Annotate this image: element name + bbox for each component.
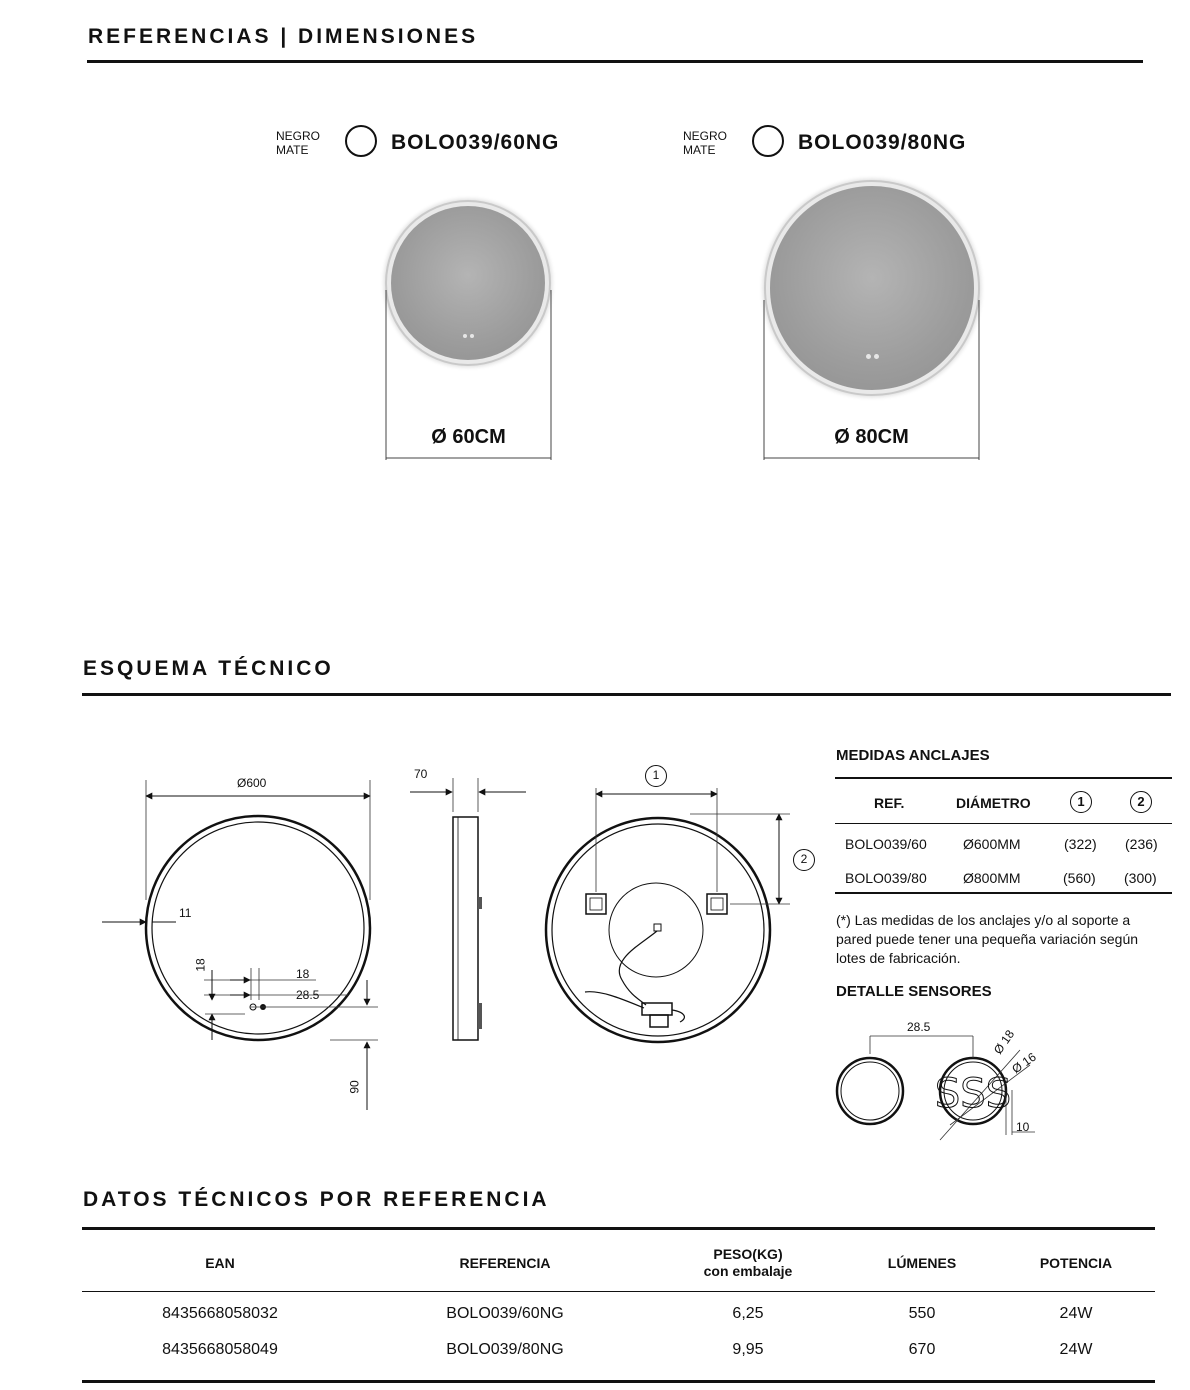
front-margin-label: 11 xyxy=(179,906,192,920)
anchors-cell: (236) xyxy=(1125,836,1158,852)
front-sensor-d1-label: 18 xyxy=(296,967,310,981)
finish-line: NEGRO xyxy=(683,129,728,143)
anchors-cell: Ø600MM xyxy=(963,836,1021,852)
product-code-80: BOLO039/80NG xyxy=(798,131,967,154)
back-view xyxy=(546,788,790,1042)
marker-1-icon: 1 xyxy=(645,765,667,787)
anchors-note: (*) Las medidas de los anclajes y/o al soporte a pared puede tener una pequeña variación según lotes de fabricación. xyxy=(836,912,1139,966)
anchors-cell: Ø800MM xyxy=(963,870,1021,886)
data-header-weight-line2: con embalaje xyxy=(703,1263,793,1279)
side-view xyxy=(410,778,526,1040)
marker-2-icon: 2 xyxy=(793,849,815,871)
anchors-header-marker-1: 1 xyxy=(1070,791,1092,813)
front-view xyxy=(102,780,378,1110)
finish-line: NEGRO xyxy=(276,129,321,143)
sensor-d18-label: Ø 18 xyxy=(990,1027,1018,1057)
section-title-scheme: ESQUEMA TÉCNICO xyxy=(83,657,334,680)
data-cell-ean: 8435668058049 xyxy=(162,1341,278,1358)
data-cell-reference: BOLO039/60NG xyxy=(446,1305,564,1322)
anchors-table-rule xyxy=(835,892,1172,894)
data-cell-lumens: 670 xyxy=(908,1341,936,1358)
section-title-references: REFERENCIAS | DIMENSIONES xyxy=(88,25,479,48)
sensor-offset-label: 10 xyxy=(1016,1120,1030,1134)
sensor-waves-icon: SSS xyxy=(934,1071,1012,1117)
data-cell-weight: 9,95 xyxy=(732,1341,764,1358)
section-rule xyxy=(82,693,1171,696)
section-rule xyxy=(82,1380,1155,1383)
data-cell-ean: 8435668058032 xyxy=(162,1305,278,1322)
section-title-data: DATOS TÉCNICOS POR REFERENCIA xyxy=(83,1188,550,1211)
anchors-title: MEDIDAS ANCLAJES xyxy=(836,747,990,764)
data-cell-power: 24W xyxy=(1059,1305,1093,1322)
dimension-label-80: Ø 80CM xyxy=(834,426,909,448)
data-cell-power: 24W xyxy=(1059,1341,1093,1358)
data-cell-reference: BOLO039/80NG xyxy=(446,1341,564,1358)
front-sensor-height-label: 18 xyxy=(193,958,208,972)
data-cell-weight: 6,25 xyxy=(732,1305,764,1322)
anchors-header-diameter: DIÁMETRO xyxy=(956,795,1031,811)
dimension-lines xyxy=(0,0,1190,480)
sensors-title: DETALLE SENSORES xyxy=(836,983,992,1000)
finish-line: MATE xyxy=(276,143,309,157)
anchors-header-ref: REF. xyxy=(874,795,905,811)
front-bottom-label: 90 xyxy=(347,1080,362,1094)
dimension-label-60: Ø 60CM xyxy=(431,426,506,448)
front-diameter-label: Ø600 xyxy=(237,776,267,790)
finish-line: MATE xyxy=(683,143,716,157)
anchors-cell: (560) xyxy=(1063,870,1096,886)
anchors-table-rule xyxy=(835,777,1172,779)
front-sensor-d2-label: 28.5 xyxy=(296,988,320,1002)
data-header-power: POTENCIA xyxy=(1039,1255,1113,1271)
sensor-d16-label: Ø 16 xyxy=(1009,1049,1039,1077)
data-header-weight xyxy=(680,1246,816,1280)
data-header-reference: REFERENCIA xyxy=(459,1255,551,1271)
product-code-60: BOLO039/60NG xyxy=(391,131,560,154)
anchors-table-rule xyxy=(835,823,1172,824)
anchors-cell: BOLO039/60 xyxy=(845,836,927,852)
data-header-ean: EAN xyxy=(205,1255,235,1271)
data-header-weight-line1: PESO(KG) xyxy=(713,1246,783,1262)
anchors-cell: BOLO039/80 xyxy=(845,870,927,886)
data-cell-lumens: 550 xyxy=(908,1305,936,1322)
section-rule xyxy=(82,1227,1155,1230)
anchors-header-marker-2: 2 xyxy=(1130,791,1152,813)
side-depth-label: 70 xyxy=(414,767,428,781)
data-table-rule xyxy=(82,1291,1155,1292)
anchors-cell: (322) xyxy=(1064,836,1097,852)
anchors-cell: (300) xyxy=(1124,870,1157,886)
data-header-lumens: LÚMENES xyxy=(887,1255,957,1271)
sensor-spacing-label: 28.5 xyxy=(907,1020,931,1034)
